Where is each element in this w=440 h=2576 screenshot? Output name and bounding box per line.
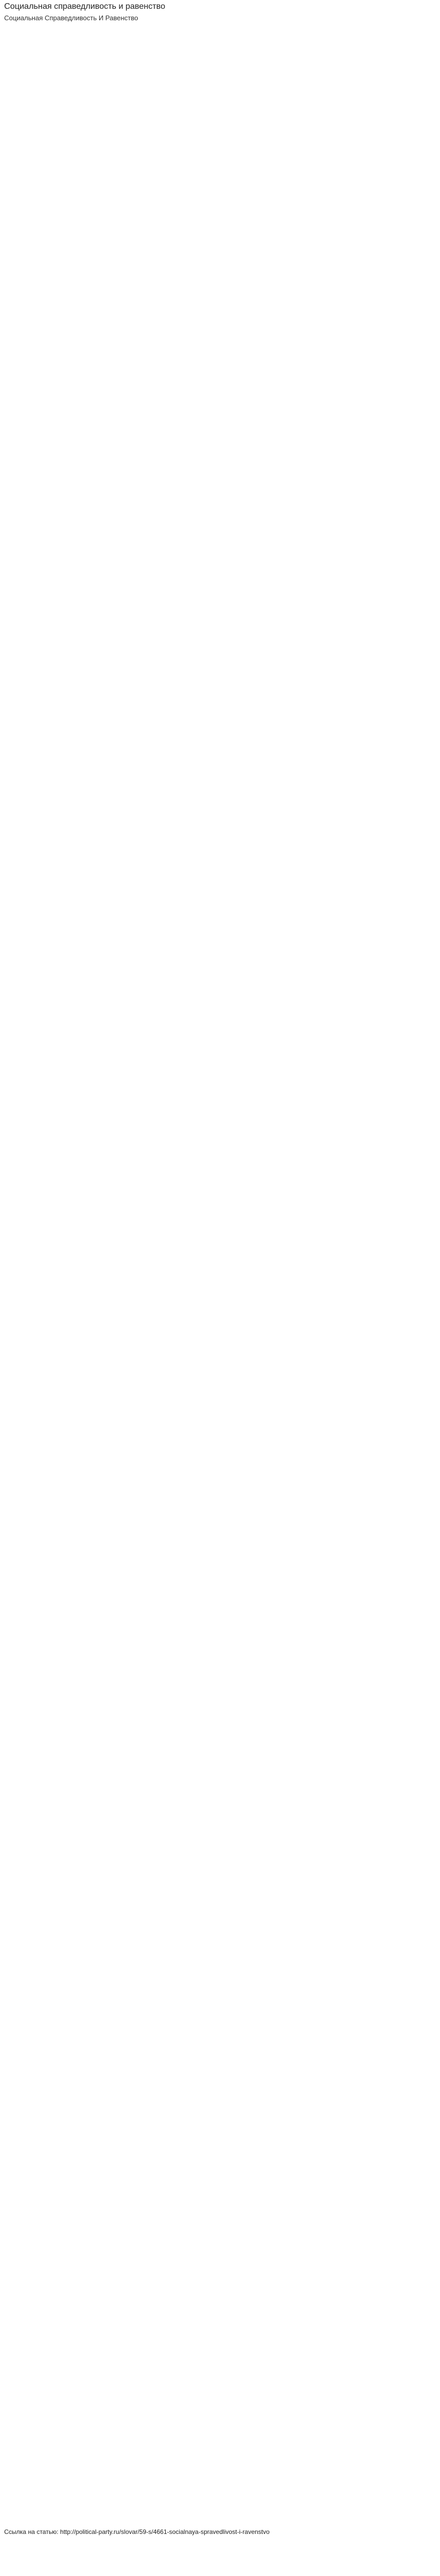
article-link[interactable]: http://political-party.ru/slovar/59-s/4661-socialnaya-spravedlivost-i-ravenstvo	[60, 2528, 270, 2535]
page-title: Социальная справедливость и равенство	[4, 2, 166, 11]
page-subtitle: Социальная Справедливость И Равенство	[4, 14, 138, 22]
article-body	[4, 41, 436, 2486]
article-footer	[4, 2528, 436, 2537]
footer-prefix: Ссылка на статью:	[4, 2528, 60, 2535]
